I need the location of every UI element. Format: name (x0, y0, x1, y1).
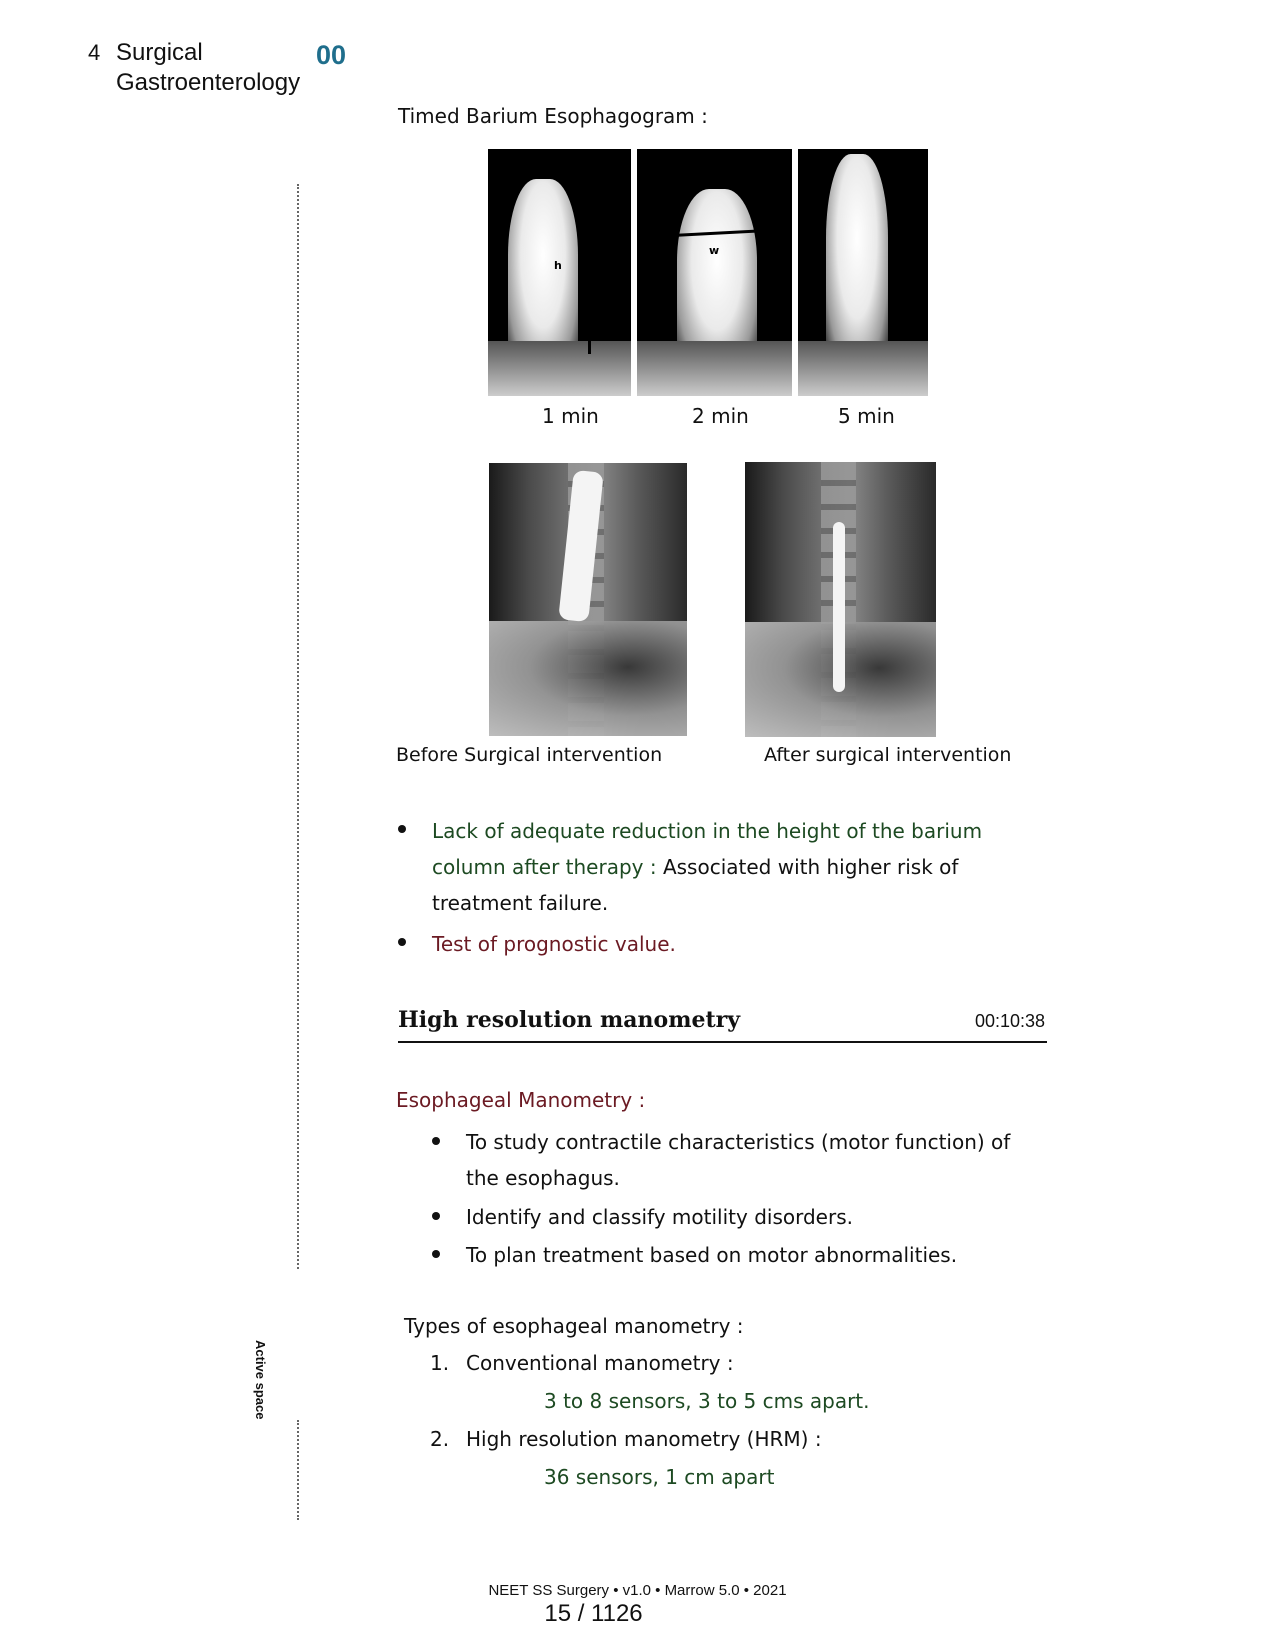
active-space-label: Active space (253, 1340, 268, 1420)
bullet-dot (432, 1137, 440, 1145)
caption-5min: 5 min (838, 404, 895, 428)
active-space-guide-top (297, 184, 299, 1269)
barium-bullet-1: Lack of adequate reduction in the height of the barium column after therapy : Associated with higher risk of treatment failure. (432, 819, 983, 915)
height-marker (588, 244, 591, 354)
xray-after-surgery (745, 462, 936, 737)
caption-after-surgery: After surgical intervention (764, 744, 1012, 766)
chapter-title (116, 38, 300, 98)
footer-edition: NEET SS Surgery • v1.0 • Marrow 5.0 • 2021 (488, 1582, 787, 1599)
type-label-1: Conventional manometry : (466, 1351, 734, 1375)
caption-1min: 1 min (542, 404, 599, 428)
bullet-dot (432, 1250, 440, 1258)
manometry-bullet-3: To plan treatment based on motor abnormalities. (466, 1243, 958, 1267)
manometry-bullet-1: To study contractile characteristics (motor function) of the esophagus. (466, 1130, 1011, 1190)
chapter-title-line-2: Gastroenterology (116, 69, 301, 96)
chapter-code: 00 (316, 40, 347, 70)
type-number-2: 2. (430, 1427, 450, 1451)
section-title: High resolution manometry (398, 1007, 741, 1033)
width-marker-label: w (709, 244, 720, 257)
type-detail-2: 36 sensors, 1 cm apart (544, 1465, 775, 1489)
type-number-1: 1. (430, 1351, 450, 1375)
type-label-2: High resolution manometry (HRM) : (466, 1427, 822, 1451)
timestamp: 00:10:38 (975, 1011, 1046, 1031)
bullet-dot (398, 825, 406, 833)
page-number: 15 / 1126 (544, 1600, 643, 1627)
barium-image-1min (488, 149, 631, 396)
active-space-guide-bottom (297, 1420, 299, 1520)
caption-before-surgery: Before Surgical intervention (396, 744, 663, 766)
chapter-title-line-1: Surgical (116, 39, 203, 66)
manometry-heading: Esophageal Manometry : (396, 1088, 646, 1112)
section-rule (398, 1041, 1047, 1043)
barium-image-5min (798, 149, 928, 396)
barium-image-2min (637, 149, 792, 396)
caption-2min: 2 min (692, 404, 749, 428)
type-detail-1: 3 to 8 sensors, 3 to 5 cms apart. (544, 1389, 870, 1413)
barium-bullet-2: Test of prognostic value. (432, 932, 676, 956)
types-heading: Types of esophageal manometry : (404, 1314, 744, 1338)
manometry-bullet-2: Identify and classify motility disorders. (466, 1205, 853, 1229)
chapter-number: 4 (88, 40, 101, 65)
bullet-dot (432, 1212, 440, 1220)
height-marker-label: h (554, 259, 562, 272)
bullet-dot (398, 938, 406, 946)
xray-before-surgery (489, 463, 687, 736)
barium-heading: Timed Barium Esophagogram : (398, 104, 708, 128)
